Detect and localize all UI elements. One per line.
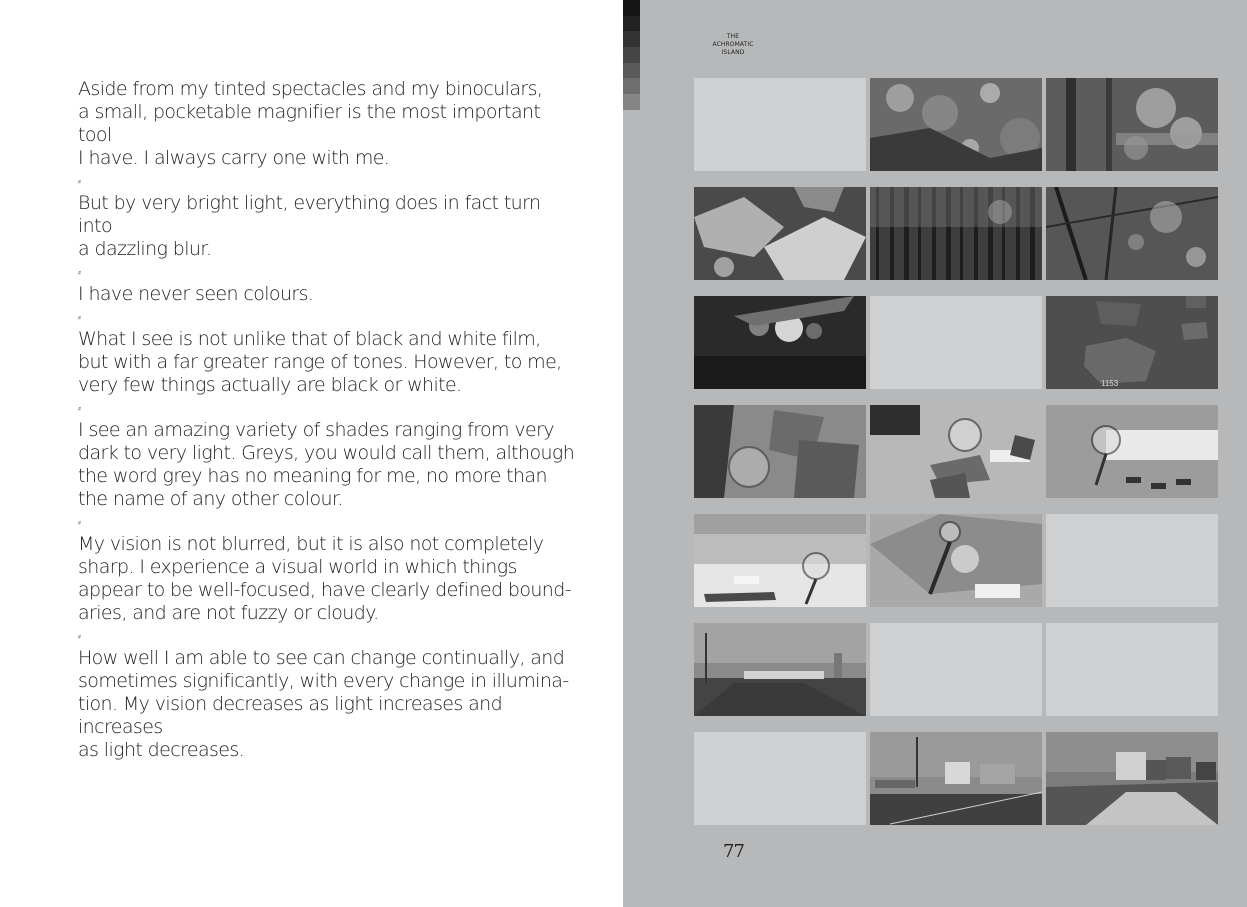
photo-trailers — [1046, 732, 1218, 825]
paragraph-separator: ⸗ — [78, 518, 81, 528]
photo-forest-branches — [1046, 187, 1218, 280]
right-page — [623, 0, 1247, 907]
paragraph: How well I am able to see can change continually, and sometimes significantly, with every change in illumina- tion. My vision decreases as light increases and increases as light decreases. — [78, 647, 569, 761]
book-title: THE ACHROMATIC ISLAND — [712, 33, 754, 56]
page-number: 77 — [723, 841, 744, 862]
photo-leaves — [694, 187, 866, 280]
empty-photo-slot — [870, 296, 1042, 389]
tone-swatch — [623, 31, 640, 47]
empty-photo-slot — [870, 623, 1042, 716]
photo-forest-bokeh — [1046, 78, 1218, 171]
photo-airfield — [694, 623, 866, 716]
photo-fossil-magnifier — [694, 405, 866, 498]
text-column — [78, 78, 578, 762]
photo-stone-fossils — [1046, 296, 1218, 389]
photo-magnifier-specimen — [870, 405, 1042, 498]
empty-photo-slot — [694, 732, 866, 825]
photo-display-magnifier — [1046, 405, 1218, 498]
tone-strip — [623, 0, 640, 110]
paragraph-separator: ⸗ — [78, 268, 81, 278]
photo-grid — [694, 78, 1218, 825]
svg-text:1153: 1153 — [1101, 379, 1119, 388]
empty-photo-slot — [1046, 514, 1218, 607]
photo-light-bokeh — [694, 296, 866, 389]
paragraph: My vision is not blurred, but it is also not completely sharp. I experience a visual world in which things appear to be well-focused, have clearly defined bound- aries, and are not fuzzy or cloudy. — [78, 533, 571, 624]
paragraph: I see an amazing variety of shades ranging from very dark to very light. Greys, you would call them, although the word grey has no meaning for me, no more than the name of any other colour. — [78, 419, 575, 510]
tone-swatch — [623, 94, 640, 110]
left-page — [0, 0, 623, 907]
tone-swatch — [623, 47, 640, 63]
tone-swatch — [623, 78, 640, 94]
photo-forest-trunks — [870, 187, 1042, 280]
empty-photo-slot — [1046, 623, 1218, 716]
photo-magnifier-closeup — [870, 514, 1042, 607]
tone-swatch — [623, 0, 640, 16]
paragraph: Aside from my tinted spectacles and my binoculars, a small, pocketable magnifier is the most important tool I have. I always carry one with me. — [78, 78, 543, 169]
paragraph-separator: ⸗ — [78, 632, 81, 642]
paragraph: What I see is not unlike that of black and white film, but with a far greater range of tones. However, to me, very few things actually are black or white. — [78, 328, 562, 396]
tone-swatch — [623, 63, 640, 79]
photo-roadside-building — [870, 732, 1042, 825]
empty-photo-slot — [694, 78, 866, 171]
tone-swatch — [623, 16, 640, 32]
paragraph: I have never seen colours. — [78, 283, 314, 305]
paragraph: But by very bright light, everything does in fact turn into a dazzling blur. — [78, 192, 541, 260]
paragraph-separator: ⸗ — [78, 313, 81, 323]
photo-bokeh-foliage — [870, 78, 1042, 171]
paragraph-separator: ⸗ — [78, 177, 81, 187]
paragraph-separator: ⸗ — [78, 404, 81, 414]
photo-display-case — [694, 514, 866, 607]
